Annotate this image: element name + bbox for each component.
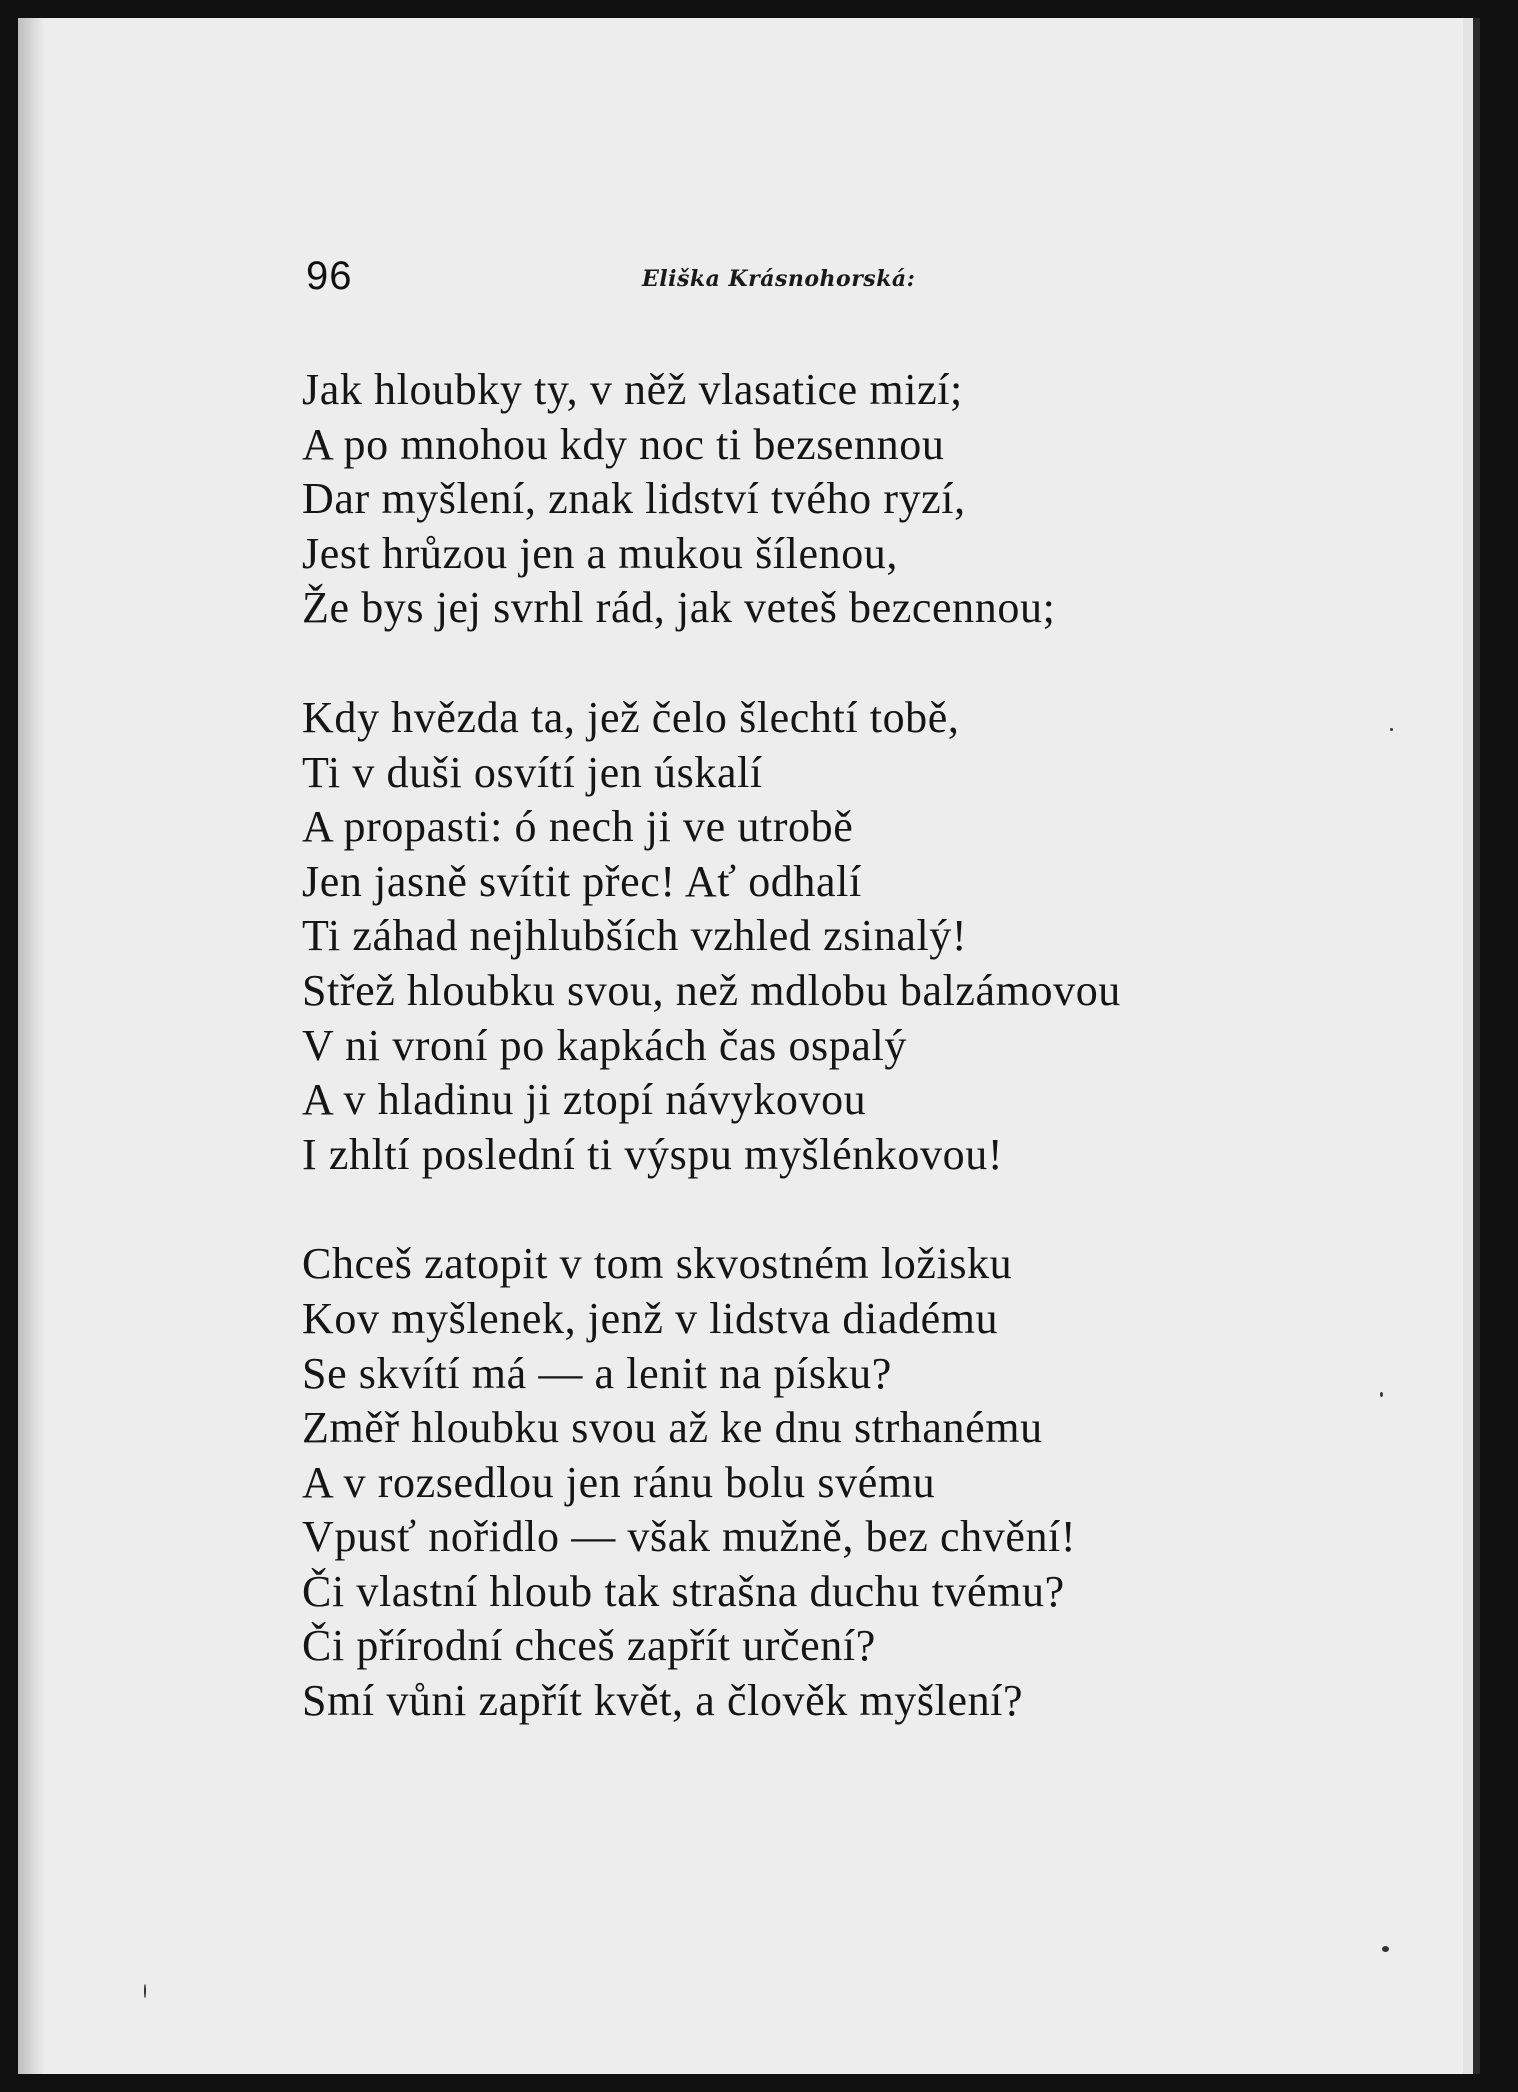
poem-line: I zhltí poslední ti výspu myšlénkovou! (302, 1129, 1004, 1179)
poem-line: Že bys jej svrhl rád, jak veteš bezcennou; (302, 583, 1056, 633)
poem-text (302, 363, 1302, 1729)
poem-line: Jak hloubky ty, v něž vlasatice mizí; (302, 365, 963, 414)
stanza-3 (302, 1237, 1302, 1728)
poem-line: Střež hloubku svou, než mdlobu balzámovou (302, 965, 1121, 1015)
page-header (306, 254, 1206, 304)
print-speck (1380, 1392, 1383, 1397)
poem-line: Vpusť nořidlo — však mužně, bez chvění! (302, 1512, 1077, 1562)
poem-line: A propasti: ó nech ji ve utrobě (302, 802, 854, 852)
poem-line: Smí vůni zapřít květ, a člověk myšlení? (302, 1676, 1024, 1726)
poem-line: Dar myšlení, znak lidství tvého ryzí, (302, 474, 966, 524)
poem-line: Ti záhad nejhlubších vzhled zsinalý! (302, 911, 968, 961)
poem-line: Se skvítí má — a lenit na písku? (302, 1348, 892, 1398)
poem-line: A v rozsedlou jen ránu bolu svému (302, 1457, 936, 1507)
poem-line: Chceš zatopit v tom skvostném ložisku (302, 1239, 1013, 1289)
poem-line: Ti v duši osvítí jen úskalí (302, 747, 763, 797)
poem-line: Jen jasně svítit přec! Ať odhalí (302, 856, 862, 906)
poem-line: Kov myšlenek, jenž v lidstva diadému (302, 1293, 999, 1343)
stanza-2 (302, 691, 1302, 1182)
poem-line: A po mnohou kdy noc ti bezsennou (302, 419, 945, 469)
stanza-1 (302, 363, 1302, 636)
print-speck (1382, 1946, 1389, 1952)
poem-line: Či vlastní hloub tak strašna duchu tvému? (302, 1566, 1065, 1616)
poem-line: Jest hrůzou jen a mukou šílenou, (302, 528, 898, 578)
page-number: 96 (306, 254, 353, 298)
page-edge (1463, 18, 1473, 2074)
print-speck (144, 1984, 146, 1998)
poem-line: Změř hloubku svou až ke dnu strhanému (302, 1403, 1043, 1453)
running-head: Eliška Krásnohorská: (642, 266, 916, 292)
poem-line: A v hladinu ji ztopí návykovou (302, 1075, 867, 1125)
poem-line: Kdy hvězda ta, jež čelo šlechtí tobě, (302, 692, 960, 742)
print-speck (1390, 728, 1393, 731)
page-edge-shadow (1473, 18, 1480, 2074)
poem-line: Či přírodní chceš zapřít určení? (302, 1621, 876, 1671)
poem-line: V ni vroní po kapkách čas ospalý (302, 1020, 907, 1070)
